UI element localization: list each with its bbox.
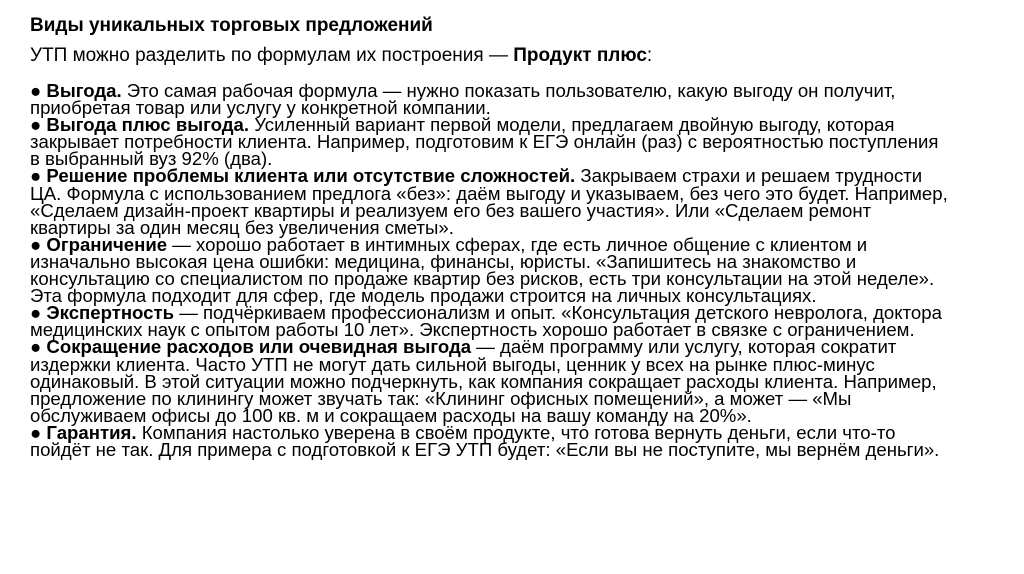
usp-item-cost-reduction [30,336,950,426]
slide-title: Виды уникальных торговых предложений [30,15,433,36]
item-text: — даём программу или услугу, которая сократит издержки клиента. Часто УТП не могут дать сильной выгоды, ценник у всех на рынке плюс-минус одинаковый. В этой ситуации можно подчеркнуть, как компания сокращает расходы клиента. Например, предложение по клинингу может звучать так: «Клининг офисных помещений», а может — «Мы обслуживаем офисы до 100 кв. м и сокращаем расходы на вашу команду на 20%». [30,336,937,426]
item-text: Усиленный вариант первой модели, предлагаем двойную выгоду, которая закрывает потребности клиента. Например, подготовим к ЕГЭ онлайн (раз) с вероятностью поступления в выбранный вуз 92% (два). [30,114,939,170]
bullet-icon: ● [30,114,47,136]
bullet-icon: ● [30,165,47,187]
item-heading: Выгода плюс выгода. [46,114,250,136]
usp-list [30,82,950,458]
bullet-icon: ● [30,421,47,443]
item-heading: Решение проблемы клиента или отсутствие сложностей. [46,165,576,187]
item-text: Компания настолько уверена в своём продукте, что готова вернуть деньги, если что-то пойдёт не так. Для примера с подготовкой к ЕГЭ УТП будет: «Если вы не поступите, мы вернём деньги». [30,421,940,460]
bullet-icon: ● [30,233,47,255]
subtitle-bold: Продукт плюс [513,45,647,66]
usp-item-limitation [30,233,950,307]
usp-item-problem-solving [30,165,950,238]
item-text: Закрываем страхи и решаем трудности ЦА. Формула с использованием предлога «без»: даём выгоду и указываем, без чего это будет. Например, «Сделаем дизайн-проект квартиры и реализуем его без вашего участия». Или «Сделаем ремонт квартиры за один месяц без увеличения сметы». [30,165,948,238]
item-heading: Ограничение [46,233,168,255]
item-text: Это самая рабочая формула — нужно показать пользователю, какую выгоду он получит, приобретая товар или услугу у конкретной компании. [30,80,896,119]
item-heading: Экспертность [46,302,175,324]
subtitle-end: : [646,45,653,66]
item-heading: Гарантия. [46,421,137,443]
usp-item-expertise [30,302,950,341]
usp-item-double-benefit [30,114,950,170]
item-heading: Выгода. [46,80,122,101]
bullet-icon: ● [30,336,47,358]
bullet-icon: ● [30,80,47,101]
subtitle-text: УТП можно разделить по формулам их построения — [30,45,514,66]
bullet-icon: ● [30,302,47,324]
slide-subtitle [30,44,652,68]
usp-item-guarantee [30,421,950,460]
item-heading: Сокращение расходов или очевидная выгода [46,336,472,358]
item-text: — хорошо работает в интимных сферах, где есть личное общение с клиентом и изначально высокая цена ошибки: медицина, финансы, юристы. «Запишитесь на знакомство и консультацию со специалистом по продаже квартир без рисков, есть три консультации на этой неделе». Эта формула подходит для сфер, где модель продажи строится на личных консультациях. [30,233,935,307]
item-text: — подчёркиваем профессионализм и опыт. «Консультация детского невролога, доктора медицинских наук с опытом работы 10 лет». Экспертность хорошо работает в связке с ограничением. [30,302,942,341]
usp-item-benefit [30,80,950,119]
